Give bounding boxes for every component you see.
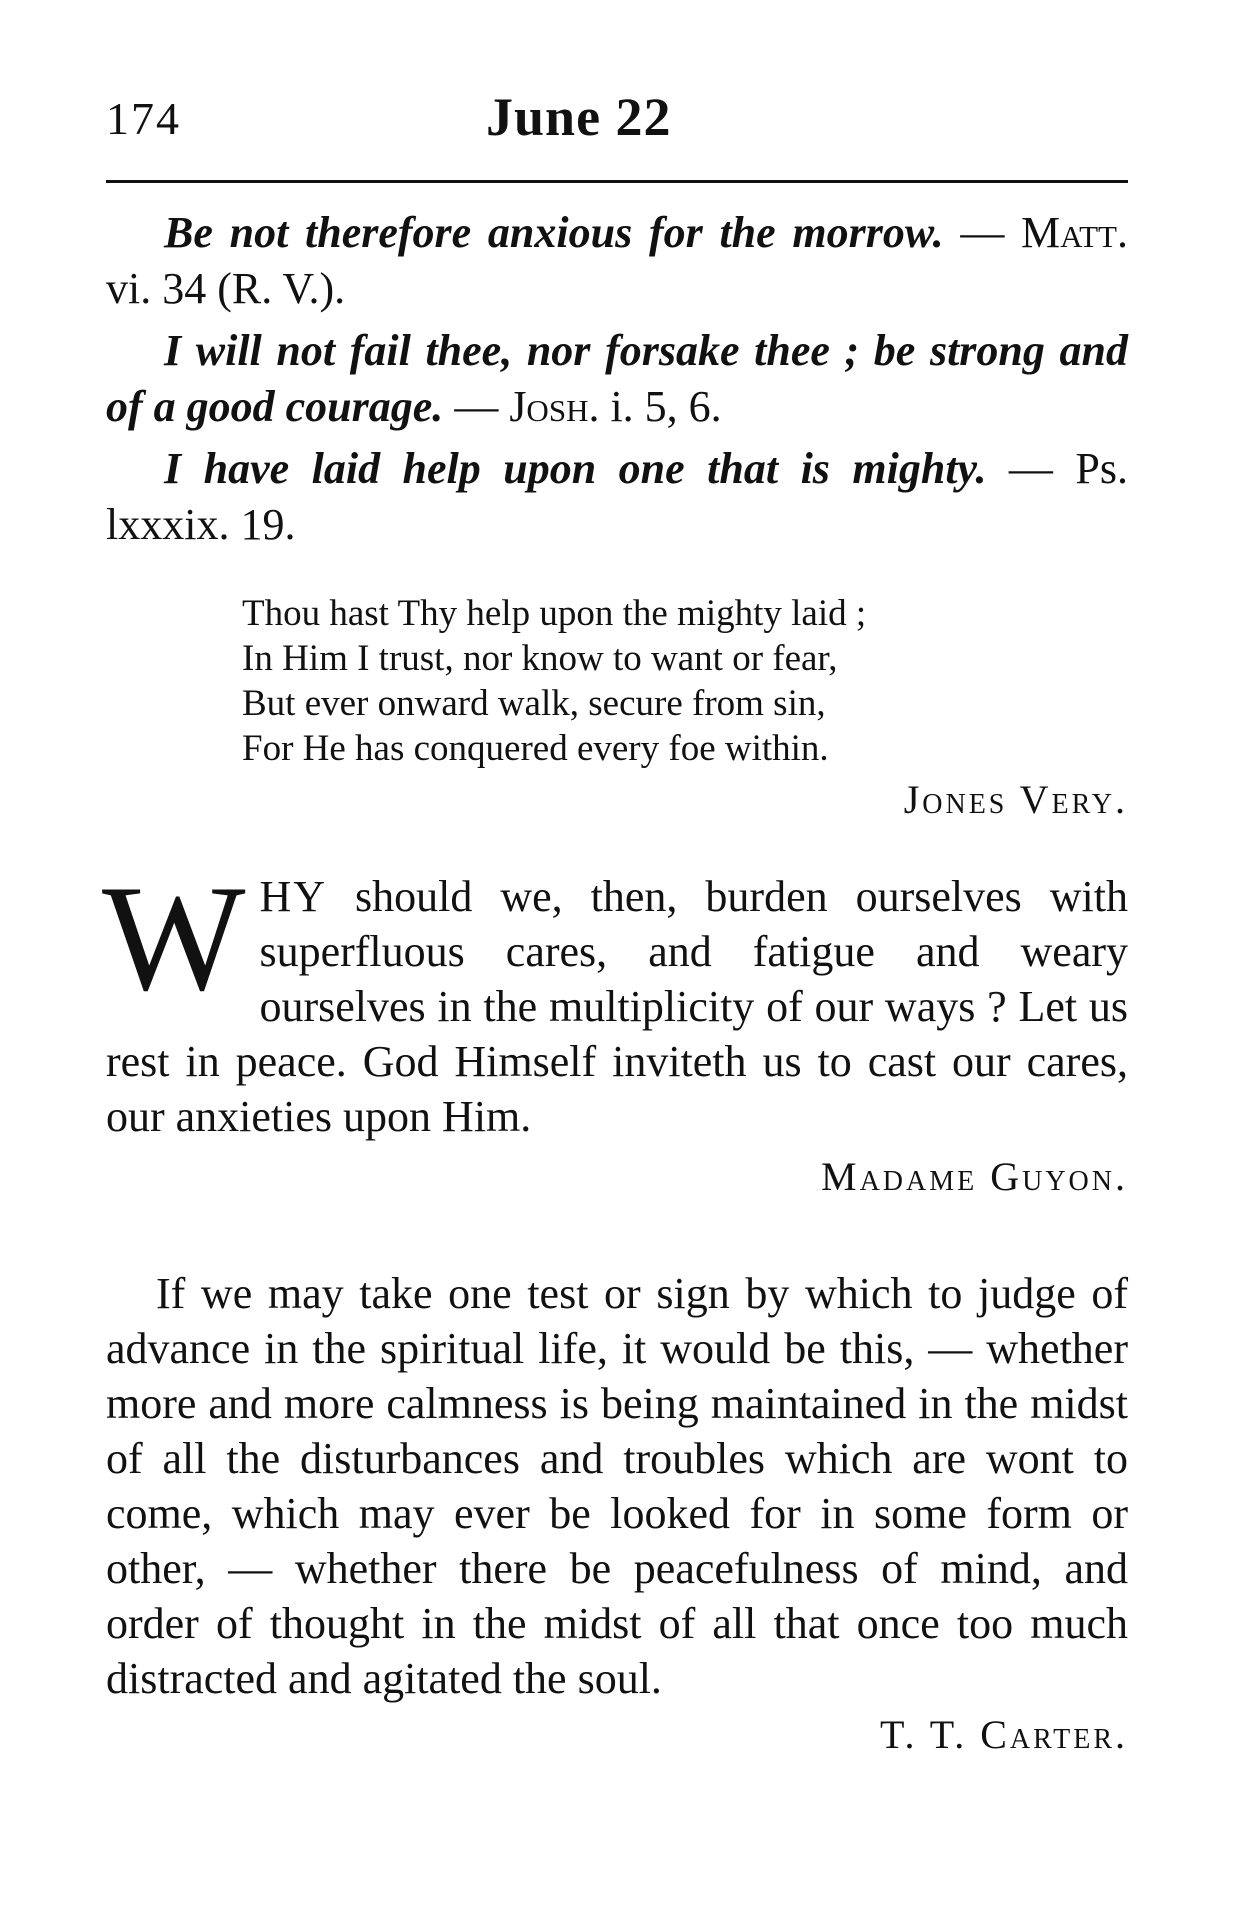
page-number: 174 — [106, 93, 181, 144]
page-content — [102, 205, 1129, 1760]
verse-reference: i. 5, 6. — [599, 382, 722, 431]
poem-line: In Him I trust, nor know to want or fear, — [242, 638, 838, 679]
guyon-first-word: HY — [259, 872, 328, 921]
guyon-passage — [102, 854, 1128, 1144]
poem-line: But ever onward walk, secure from sin, — [242, 683, 826, 724]
carter-attribution: T. T. Carter. — [880, 1712, 1128, 1757]
verse-reference: Ps. lxxxix. 19. — [106, 444, 1129, 549]
page-header — [106, 87, 1128, 172]
verse-dash: — — [986, 444, 1076, 493]
guyon-attribution: Madame Guyon. — [821, 1154, 1128, 1199]
verse-reference-book: Matt. — [1021, 208, 1128, 257]
poem-line: For He has conquered every foe within. — [242, 728, 829, 769]
verse-dash: — — [943, 208, 1022, 257]
verse-text: I will not fail thee, nor forsake thee ; be strong and of a good courage. — [106, 326, 1128, 431]
scripture-verse-joshua — [106, 323, 1128, 435]
verse-text: Be not therefore anxious for the morrow. — [164, 208, 944, 257]
guyon-paragraph — [106, 869, 1128, 1144]
carter-passage — [106, 1266, 1128, 1706]
scripture-verse-matthew — [106, 205, 1128, 317]
drop-cap-letter: W — [102, 854, 246, 1022]
verse-text: I have laid help upon one that is mighty. — [164, 444, 987, 493]
guyon-text: should we, then, burden ourselves with superfluous cares, and fatigue and weary ourselves in the multiplicity of our ways ? Let us rest in peace. God Himself inviteth us to cast our cares, our anxieties upon Him. — [106, 872, 1128, 1141]
scripture-verse-psalms — [106, 441, 1128, 553]
verse-dash: — — [443, 382, 510, 431]
verse-reference-book: Josh. — [509, 382, 600, 431]
running-head-date: June 22 — [486, 87, 672, 147]
verse-reference: vi. 34 (R. V.). — [106, 264, 346, 313]
poem-stanza — [242, 591, 1128, 771]
header-rule — [106, 180, 1128, 183]
poem-attribution: Jones Very. — [903, 777, 1128, 822]
carter-paragraph: If we may take one test or sign by which to judge of advance in the spiritual life, it would be this, — whether more and more calmness is being maintained in the midst of all the disturbances and troubles which are wont to come, which may ever be looked for in some form or other, — whether there be peacefulness of mind, and order of thought in the midst of all that once too much distracted and agitated the soul. — [106, 1269, 1128, 1703]
poem-line: Thou hast Thy help upon the mighty laid ; — [242, 593, 867, 634]
